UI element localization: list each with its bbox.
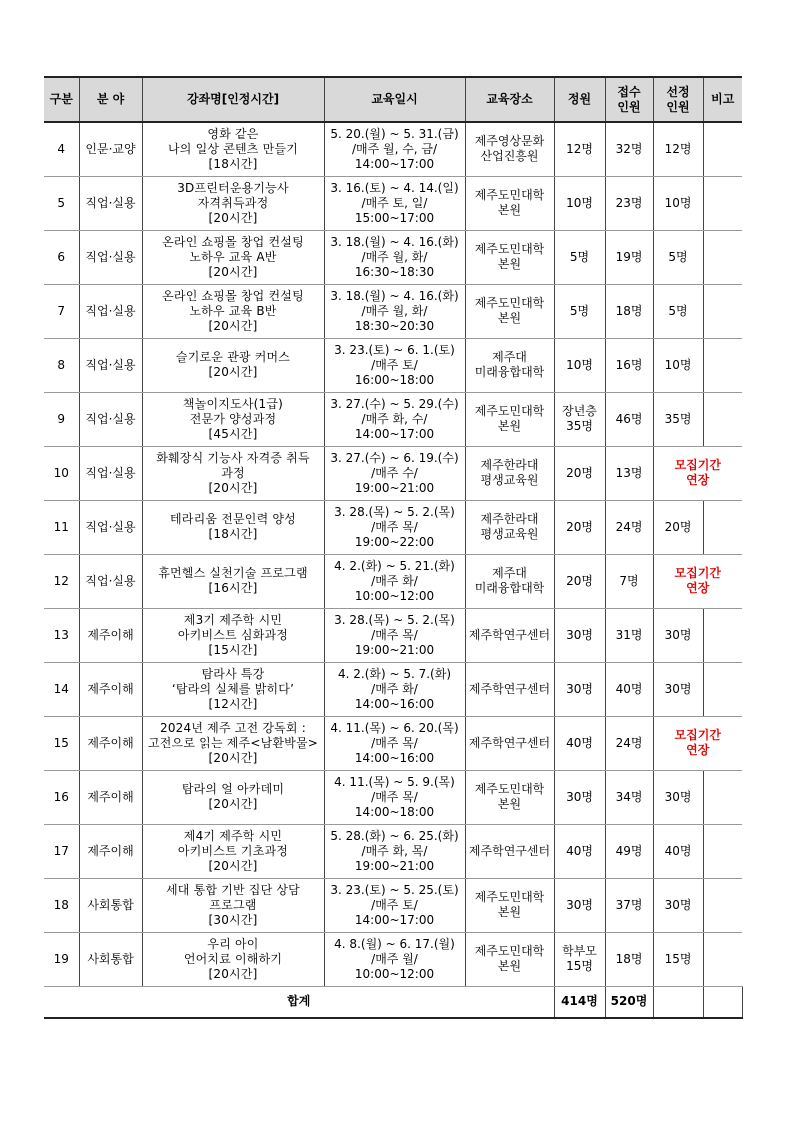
table-row — [44, 230, 742, 284]
cell-schedule: 5. 20.(월) ~ 5. 31.(금) /매주 월, 수, 금/ 14:00~17:00 — [324, 122, 465, 176]
cell-received: 49명 — [605, 824, 653, 878]
cell-remark — [703, 770, 742, 824]
cell-course: 탐라의 얼 아카데미 [20시간] — [142, 770, 324, 824]
cell-field: 직업·실용 — [79, 500, 142, 554]
cell-received: 34명 — [605, 770, 653, 824]
cell-course: 2024년 제주 고전 강독회 : 고전으로 읽는 제주<남환박물> [20시간] — [142, 716, 324, 770]
cell-schedule: 3. 18.(월) ~ 4. 16.(화) /매주 월, 화/ 16:30~18:30 — [324, 230, 465, 284]
cell-field: 직업·실용 — [79, 554, 142, 608]
cell-no: 13 — [44, 608, 79, 662]
header-no: 구분 — [44, 77, 79, 122]
cell-capacity: 5명 — [554, 284, 605, 338]
cell-capacity: 30명 — [554, 608, 605, 662]
cell-place: 제주학연구센터 — [465, 608, 554, 662]
cell-no: 5 — [44, 176, 79, 230]
header-course: 강좌명[인정시간] — [142, 77, 324, 122]
total-capacity: 414명 — [554, 986, 605, 1018]
cell-field: 직업·실용 — [79, 230, 142, 284]
cell-no: 7 — [44, 284, 79, 338]
cell-received: 37명 — [605, 878, 653, 932]
header-received: 접수 인원 — [605, 77, 653, 122]
cell-schedule: 3. 27.(수) ~ 5. 29.(수) /매주 화, 수/ 14:00~17:00 — [324, 392, 465, 446]
cell-received: 40명 — [605, 662, 653, 716]
header-capacity: 정원 — [554, 77, 605, 122]
cell-capacity: 30명 — [554, 662, 605, 716]
cell-remark — [703, 662, 742, 716]
cell-selected: 35명 — [653, 392, 703, 446]
cell-course: 휴먼헬스 실천기술 프로그램 [16시간] — [142, 554, 324, 608]
cell-selected: 15명 — [653, 932, 703, 986]
table-row — [44, 446, 742, 500]
cell-schedule: 4. 11.(목) ~ 5. 9.(목) /매주 목/ 14:00~18:00 — [324, 770, 465, 824]
table-row — [44, 176, 742, 230]
cell-schedule: 3. 16.(토) ~ 4. 14.(일) /매주 토, 일/ 15:00~17:00 — [324, 176, 465, 230]
cell-field: 직업·실용 — [79, 284, 142, 338]
cell-place: 제주학연구센터 — [465, 824, 554, 878]
cell-remark — [703, 392, 742, 446]
cell-received: 18명 — [605, 932, 653, 986]
cell-capacity: 학부모 15명 — [554, 932, 605, 986]
table-row — [44, 878, 742, 932]
cell-capacity: 20명 — [554, 446, 605, 500]
header-place: 교육장소 — [465, 77, 554, 122]
cell-place: 제주한라대 평생교육원 — [465, 446, 554, 500]
cell-schedule: 5. 28.(화) ~ 6. 25.(화) /매주 화, 목/ 19:00~21:00 — [324, 824, 465, 878]
cell-capacity: 40명 — [554, 824, 605, 878]
cell-schedule: 3. 28.(목) ~ 5. 2.(목) /매주 목/ 19:00~22:00 — [324, 500, 465, 554]
cell-course: 온라인 쇼핑몰 창업 컨설팅 노하우 교육 B반 [20시간] — [142, 284, 324, 338]
cell-field: 직업·실용 — [79, 392, 142, 446]
cell-place: 제주도민대학 본원 — [465, 878, 554, 932]
cell-place: 제주학연구센터 — [465, 716, 554, 770]
cell-selected: 5명 — [653, 284, 703, 338]
cell-capacity: 30명 — [554, 878, 605, 932]
cell-field: 제주이해 — [79, 662, 142, 716]
cell-remark — [703, 878, 742, 932]
cell-selected: 5명 — [653, 230, 703, 284]
total-received: 520명 — [605, 986, 653, 1018]
cell-remark — [703, 824, 742, 878]
table-row — [44, 554, 742, 608]
cell-received: 24명 — [605, 716, 653, 770]
table-row — [44, 824, 742, 878]
table-row — [44, 770, 742, 824]
cell-selected: 30명 — [653, 770, 703, 824]
cell-received: 7명 — [605, 554, 653, 608]
cell-course: 탐라사 특강 ‘탐라의 실체를 밝히다’ [12시간] — [142, 662, 324, 716]
table-row — [44, 716, 742, 770]
cell-selected: 30명 — [653, 608, 703, 662]
total-selected — [653, 986, 703, 1018]
cell-place: 제주도민대학 본원 — [465, 230, 554, 284]
course-table — [44, 76, 743, 1019]
cell-selected: 30명 — [653, 878, 703, 932]
cell-schedule: 3. 18.(월) ~ 4. 16.(화) /매주 월, 화/ 18:30~20:30 — [324, 284, 465, 338]
cell-no: 9 — [44, 392, 79, 446]
cell-no: 19 — [44, 932, 79, 986]
cell-received: 19명 — [605, 230, 653, 284]
table-row — [44, 500, 742, 554]
cell-selected: 40명 — [653, 824, 703, 878]
cell-schedule: 3. 27.(수) ~ 6. 19.(수) /매주 수/ 19:00~21:00 — [324, 446, 465, 500]
cell-no: 8 — [44, 338, 79, 392]
cell-selected: 10명 — [653, 338, 703, 392]
table-row — [44, 392, 742, 446]
cell-schedule: 3. 23.(토) ~ 5. 25.(토) /매주 토/ 14:00~17:00 — [324, 878, 465, 932]
cell-capacity: 30명 — [554, 770, 605, 824]
cell-place: 제주학연구센터 — [465, 662, 554, 716]
cell-place: 제주도민대학 본원 — [465, 392, 554, 446]
cell-course: 영화 같은 나의 일상 콘텐츠 만들기 [18시간] — [142, 122, 324, 176]
table-row — [44, 284, 742, 338]
cell-field: 사회통합 — [79, 932, 142, 986]
cell-course: 우리 아이 언어치료 이해하기 [20시간] — [142, 932, 324, 986]
cell-remark — [703, 338, 742, 392]
cell-no: 11 — [44, 500, 79, 554]
cell-received: 31명 — [605, 608, 653, 662]
cell-place: 제주영상문화 산업진흥원 — [465, 122, 554, 176]
cell-place: 제주대 미래융합대학 — [465, 554, 554, 608]
cell-field: 직업·실용 — [79, 176, 142, 230]
cell-field: 제주이해 — [79, 608, 142, 662]
cell-place: 제주도민대학 본원 — [465, 284, 554, 338]
cell-selected: 10명 — [653, 176, 703, 230]
table-row — [44, 932, 742, 986]
total-row — [44, 986, 742, 1018]
total-label: 합계 — [44, 986, 554, 1018]
total-remark — [703, 986, 742, 1018]
header-selected: 선정 인원 — [653, 77, 703, 122]
cell-capacity: 10명 — [554, 176, 605, 230]
table-row — [44, 662, 742, 716]
cell-field: 제주이해 — [79, 770, 142, 824]
cell-place: 제주한라대 평생교육원 — [465, 500, 554, 554]
cell-schedule: 4. 2.(화) ~ 5. 21.(화) /매주 화/ 10:00~12:00 — [324, 554, 465, 608]
cell-field: 인문·교양 — [79, 122, 142, 176]
cell-received: 32명 — [605, 122, 653, 176]
cell-received: 16명 — [605, 338, 653, 392]
cell-no: 15 — [44, 716, 79, 770]
cell-field: 제주이해 — [79, 824, 142, 878]
cell-remark-note: 모집기간 연장 — [653, 554, 742, 608]
cell-course: 테라리움 전문인력 양성 [18시간] — [142, 500, 324, 554]
table-row — [44, 338, 742, 392]
header-field: 분 야 — [79, 77, 142, 122]
header-row — [44, 77, 742, 122]
header-remark: 비고 — [703, 77, 742, 122]
cell-capacity: 장년층 35명 — [554, 392, 605, 446]
cell-place: 제주도민대학 본원 — [465, 932, 554, 986]
cell-course: 온라인 쇼핑몰 창업 컨설팅 노하우 교육 A반 [20시간] — [142, 230, 324, 284]
cell-course: 3D프린터운용기능사 자격취득과정 [20시간] — [142, 176, 324, 230]
cell-remark-note: 모집기간 연장 — [653, 446, 742, 500]
cell-course: 화훼장식 기능사 자격증 취득 과정 [20시간] — [142, 446, 324, 500]
cell-remark — [703, 500, 742, 554]
cell-place: 제주도민대학 본원 — [465, 770, 554, 824]
cell-remark — [703, 608, 742, 662]
cell-schedule: 3. 23.(토) ~ 6. 1.(토) /매주 토/ 16:00~18:00 — [324, 338, 465, 392]
cell-schedule: 4. 2.(화) ~ 5. 7.(화) /매주 화/ 14:00~16:00 — [324, 662, 465, 716]
cell-place: 제주도민대학 본원 — [465, 176, 554, 230]
cell-remark — [703, 284, 742, 338]
cell-no: 16 — [44, 770, 79, 824]
cell-course: 책놀이지도사(1급) 전문가 양성과정 [45시간] — [142, 392, 324, 446]
cell-remark-note: 모집기간 연장 — [653, 716, 742, 770]
cell-course: 슬기로운 관광 커머스 [20시간] — [142, 338, 324, 392]
cell-field: 사회통합 — [79, 878, 142, 932]
cell-selected: 20명 — [653, 500, 703, 554]
cell-field: 제주이해 — [79, 716, 142, 770]
cell-no: 14 — [44, 662, 79, 716]
cell-capacity: 10명 — [554, 338, 605, 392]
cell-place: 제주대 미래융합대학 — [465, 338, 554, 392]
cell-no: 18 — [44, 878, 79, 932]
cell-received: 23명 — [605, 176, 653, 230]
cell-received: 18명 — [605, 284, 653, 338]
cell-course: 제3기 제주학 시민 아키비스트 심화과정 [15시간] — [142, 608, 324, 662]
cell-remark — [703, 176, 742, 230]
cell-field: 직업·실용 — [79, 446, 142, 500]
cell-no: 6 — [44, 230, 79, 284]
cell-capacity: 40명 — [554, 716, 605, 770]
cell-capacity: 12명 — [554, 122, 605, 176]
cell-no: 12 — [44, 554, 79, 608]
cell-field: 직업·실용 — [79, 338, 142, 392]
cell-remark — [703, 230, 742, 284]
cell-remark — [703, 932, 742, 986]
cell-received: 24명 — [605, 500, 653, 554]
table-row — [44, 608, 742, 662]
cell-no: 4 — [44, 122, 79, 176]
cell-capacity: 20명 — [554, 500, 605, 554]
cell-selected: 30명 — [653, 662, 703, 716]
cell-no: 17 — [44, 824, 79, 878]
table-body — [44, 122, 742, 986]
cell-selected: 12명 — [653, 122, 703, 176]
cell-course: 세대 통합 기반 집단 상담 프로그램 [30시간] — [142, 878, 324, 932]
cell-schedule: 4. 8.(월) ~ 6. 17.(월) /매주 월/ 10:00~12:00 — [324, 932, 465, 986]
cell-schedule: 3. 28.(목) ~ 5. 2.(목) /매주 목/ 19:00~21:00 — [324, 608, 465, 662]
cell-remark — [703, 122, 742, 176]
cell-capacity: 20명 — [554, 554, 605, 608]
cell-received: 13명 — [605, 446, 653, 500]
cell-capacity: 5명 — [554, 230, 605, 284]
header-schedule: 교육일시 — [324, 77, 465, 122]
table-row — [44, 122, 742, 176]
cell-course: 제4기 제주학 시민 아키비스트 기초과정 [20시간] — [142, 824, 324, 878]
cell-received: 46명 — [605, 392, 653, 446]
cell-no: 10 — [44, 446, 79, 500]
cell-schedule: 4. 11.(목) ~ 6. 20.(목) /매주 목/ 14:00~16:00 — [324, 716, 465, 770]
